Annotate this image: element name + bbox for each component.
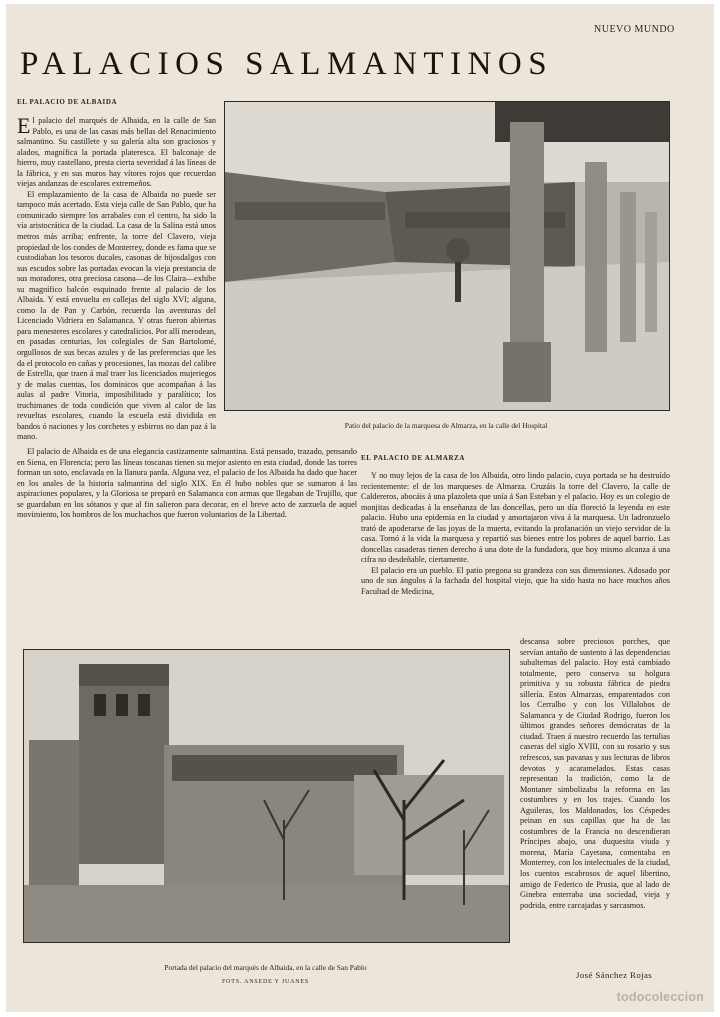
masthead: NUEVO MUNDO [594, 24, 675, 35]
almarza-paragraph-1: Y no muy lejos de la casa de los Albaida, otro lindo palacio, cuya portada se ha destruído recientemente: el de los marqueses de Almarza. Cruzáis la torre del Clavero, la calle de Caldereros, abocáis á una plazoleta que unía á San Esteban y el palacio. Hoy es un colegio de monjitas dedicadas á la enseñanza de las doncellas, pero un día floreció la leyenda en este palacio. Hubo una epidemia en la ciudad y amortajaron viva á la marquesa. Un ladronzuelo trató de apoderarse de las joyas de la muerta, evitando la profanación un viejo servidor de la casa. Tornó á la vida la marquesa y repartió sus bienes entre los pobres de aquel barrio. Las doncellas casaderas tienen derecho á una dote de la fundadora, que hoy mismo alcanza á una cifra no desdeñable, ciertamente. [361, 471, 670, 565]
article-almarza-wide-column [361, 471, 670, 635]
facade-photo [23, 649, 510, 943]
author-signature: José Sánchez Rojas [576, 970, 653, 980]
albaida-paragraph-2: El emplazamiento de la casa de Albaida no puede ser tampoco más acertado. Esta vieja calle de San Pablo, que ha comunicado siempre los arrabales con el centro, ha sido la vía aristocrática de la ciudad. La casa de la Salina está unos metros más arriba; enfrente, la torre del Clavero, vieja propiedad de los condes de Monterrey, donde es fama que se custodiaban los tesoros ducales, casonas de hijosdalgos con sus escudos sobre las portadas evocan la vieja prestancia de sus moradores, otra preciosa casona—de los Claira—exhibe su magnífico balcón esquinado frente al palacio de los Albaida. Y está envuelta en callejas del siglo XVI; alguna, como la de Pan y Carbón, recuerda las aventuras del Licenciado Vidriera en Salamanca. Y otras fueron abiertas para menesteres escolares y catedralicios. Por allí merodean, en pasadas centurias, los colegiales de San Bartolomé, orgullosos de sus becas azules y de las preferencias que les da el protocolo en cañas y procesiones, las mozas del calibre de Estrella, que traen á mal traer los licenciados mujeriegos y de malas cuentas, los dominicos que acompañan á las aulas al padre Vitoria, imposibilitado y paralítico; los truchimanes de toda condición que viven al calor de las revueltas escolares, cuando la escuela está dividida en bandos ó naciones y los corchetes y esbirros no dan paz á la mano. [17, 189, 216, 442]
albaida-paragraph-1: El palacio del marqués de Albaida, en la calle de San Pablo, es una de las casas más bellas del Renacimiento salmantino. Su castillete y su galería alta son graciosos y alados, magnífica la portada plateresca. El balconaje de hierro, muy castellano, presta cierta severidad á las líneas de la fábrica, y en sus muros hay vítores rojos que recuerdan viejas andanzas de escolares extremeños. [17, 116, 216, 189]
albaida-paragraph-3: El palacio de Albaida es de una elegancia castizamente salmantina. Está pensado, trazado, pensando en Siena, en Florencia; pero las líneas toscanas tienen su mejor asiento en esta ciudad, donde las torres forman un soto, enclavada en la llanura parda. Alguna vez, el palacio de los Albaida ha dado que hacer en los anales de la historia salmantina del siglo XIX. En él hubo nobles que se sumaron á las aspiraciones populares, y la Gloriosa se preparó en Salamanca con armas que llegaban de Trujillo, que se guardaban en los sótanos y que al fin salieron para decorar, en el breve acto de zarzuela de aquel movimiento, los hombros de los muchachos que fueron voluntarios de la Libertad. [17, 447, 357, 520]
facade-illustration [24, 650, 509, 942]
drop-cap: E [17, 116, 31, 138]
section-heading-almarza: EL PALACIO DE ALMARZA [361, 454, 466, 462]
courtyard-illustration [225, 102, 669, 410]
courtyard-caption: Patio del palacio de la marquesa de Almarza, en la calle del Hospital [344, 421, 548, 430]
article-almarza-narrow-column [520, 637, 670, 971]
page-title: PALACIOS SALMANTINOS [20, 46, 554, 82]
almarza-paragraph-2: El palacio era un pueblo. El patio pregona su grandeza con sus dimensiones. Adosado por uno de sus ángulos á la fachada del hospital viejo, que ha sido hasta no hace muchos años Facultad de Medicina, [361, 565, 670, 597]
photo-credit: FOTS. ANSEDE Y JUANES [221, 979, 310, 985]
almarza-paragraph-3: descansa sobre preciosos porches, que servían antaño de sustento á las dependencias subalternas del palacio. Hoy está cambiado totalmente, pero conserva su holgura primitiva y su robusta fábrica de piedra sillería. Estos Almarzas, emparentados con los Cerralbo y con los Villalobos de Salamanca y de Ciudad Rodrigo, fueron los últimos grandes señores demócratas de la ciudad. Traen á nuestro recuerdo las tertulias caseras del siglo XVIII, con su rosario y sus refrescos, sus pavanas y sus lecturas de libros devotos y acaramelados. Estas casas representan la tradición, como la de Montaner simbolizaba la reforma en las costumbres y en los trajes. Cuando los Aguileras, los Maldonados, los Céspedes peinan en sus capillas que ha de las costumbres de la Francia no descendieran Príncipes abajo, una duquesita viuda y morena, María Cayetana, comentaba en Monterrey, con los intelectuales de la ciudad, los cuentos escabrosos de aquel libertino, amigo de Federico de Prusia, que al lado de Ginebra enterraba una sociedad, vieja y podrida, entre carcajadas y sarcasmos. [520, 637, 670, 910]
courtyard-photo [224, 101, 670, 411]
watermark: todocoleccion [616, 990, 704, 1004]
newspaper-page [6, 4, 714, 1012]
article-albaida-wide-column [17, 447, 357, 637]
facade-caption: Portada del palacio del marqués de Albaida, en la calle de San Pablo [164, 963, 367, 972]
section-heading-albaida: EL PALACIO DE ALBAIDA [17, 98, 118, 106]
article-albaida-column [17, 116, 216, 446]
